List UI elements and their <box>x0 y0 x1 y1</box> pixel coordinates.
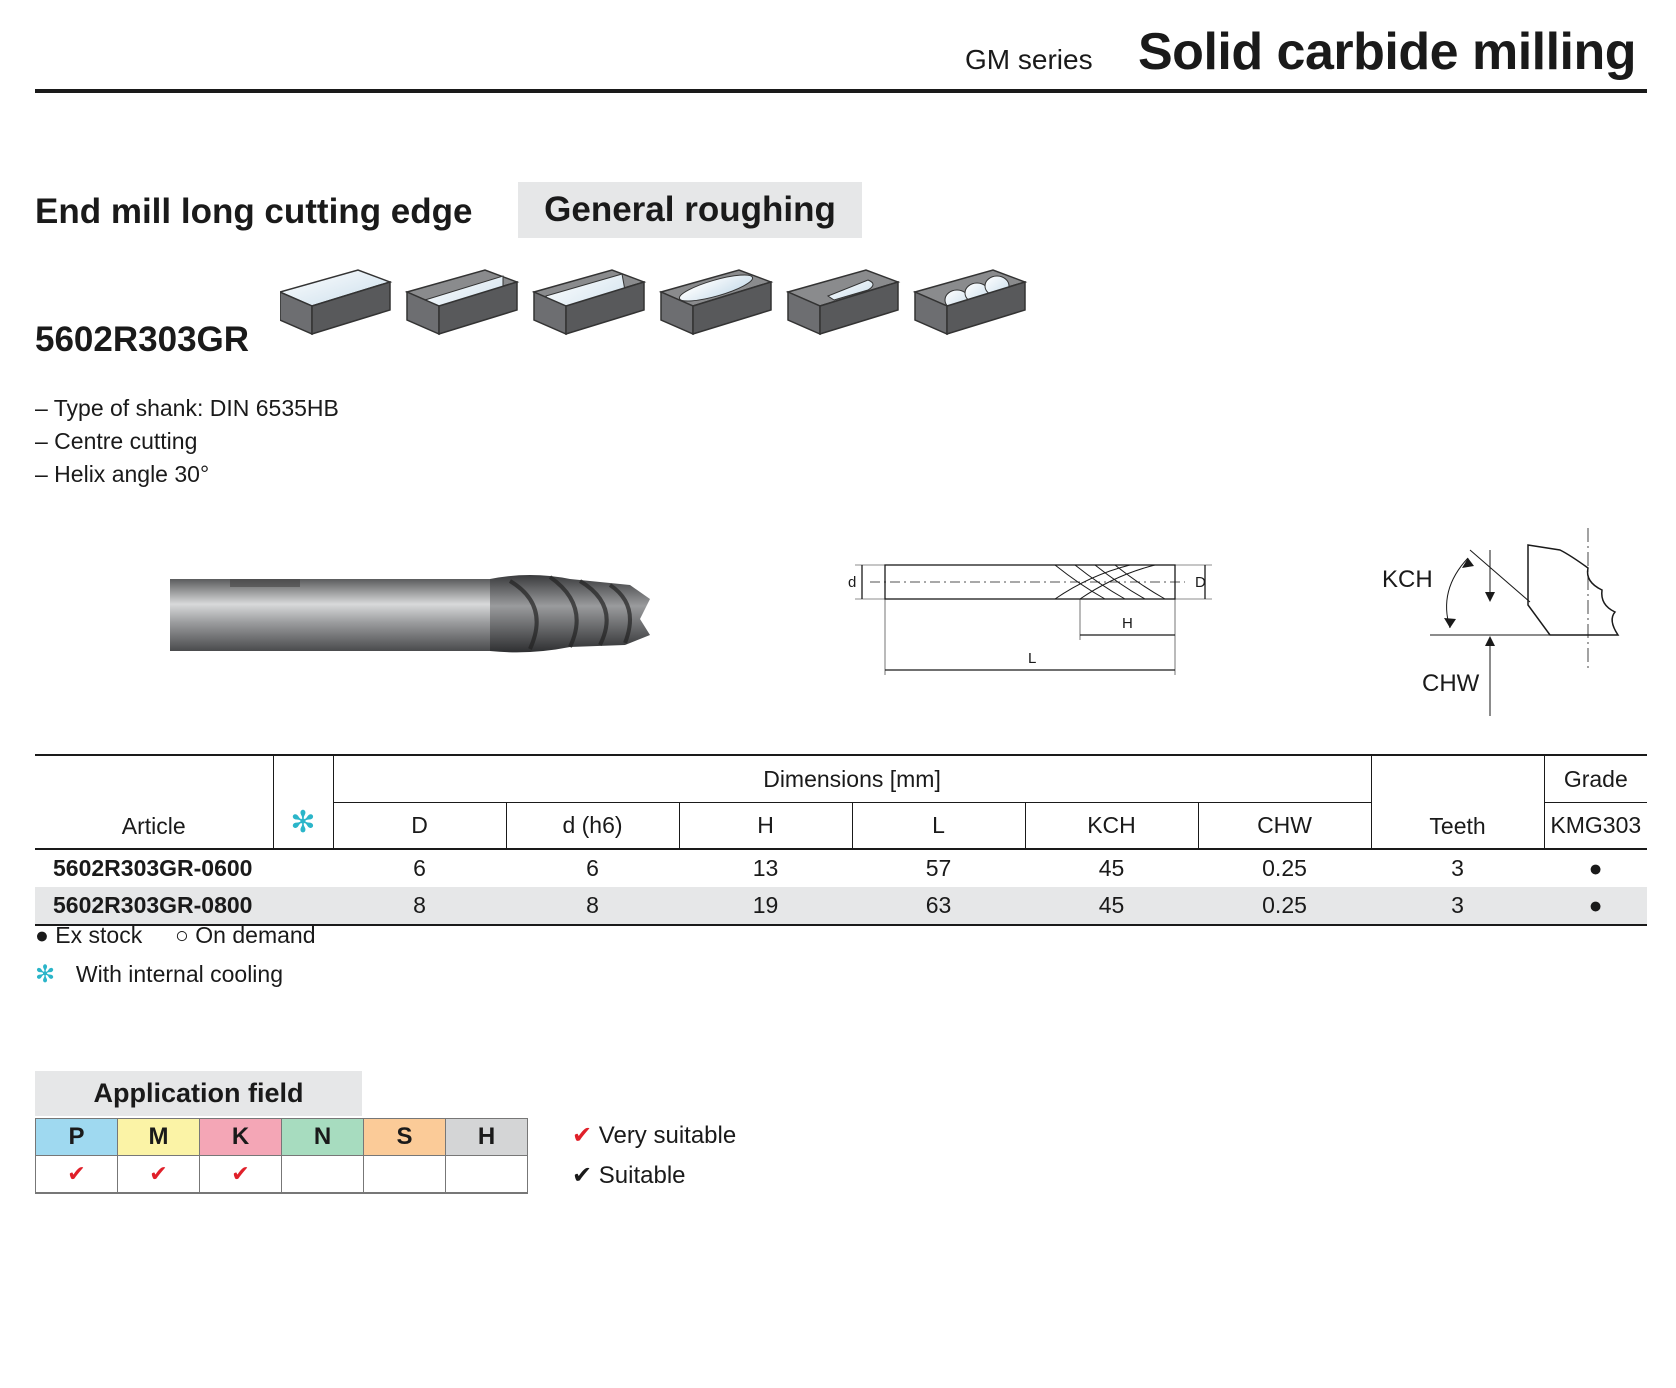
drawing-label-L: L <box>1028 650 1037 667</box>
feature-item: – Centre cutting <box>35 428 198 454</box>
check-m-icon: ✔ <box>118 1156 200 1194</box>
shoulder-milling-icon <box>407 270 517 334</box>
material-n: N <box>282 1119 364 1156</box>
material-h: H <box>446 1119 528 1156</box>
l-cell: 63 <box>852 887 1025 925</box>
check-s-icon <box>364 1156 446 1194</box>
material-k: K <box>200 1119 282 1156</box>
check-k-icon: ✔ <box>200 1156 282 1194</box>
article-cell: 5602R303GR-0800 <box>35 887 273 925</box>
plunge-milling-icon <box>915 270 1025 334</box>
very-suitable-label: Very suitable <box>598 1122 737 1149</box>
kch-cell: 45 <box>1025 887 1198 925</box>
category-badge: General roughing <box>518 182 862 238</box>
cooling-cell <box>273 849 333 887</box>
col-KCH: KCH <box>1025 803 1198 850</box>
grade-name: KMG303 <box>1544 803 1647 850</box>
teeth-cell: 3 <box>1371 887 1544 925</box>
chw-cell: 0.25 <box>1198 887 1371 925</box>
header-divider <box>35 89 1647 93</box>
slot-milling-icon <box>534 270 644 334</box>
feature-list <box>35 392 339 491</box>
operation-icons <box>280 262 1040 358</box>
h-cell: 19 <box>679 887 852 925</box>
drawing-label-H: H <box>1122 615 1133 632</box>
col-D: D <box>333 803 506 850</box>
cooling-legend <box>35 960 283 989</box>
very-suitable-check-icon: ✔ <box>572 1122 593 1149</box>
tool-drawing <box>840 555 1240 685</box>
suitable-key <box>572 1161 686 1190</box>
suitable-label: Suitable <box>598 1162 686 1189</box>
ramping-icon <box>788 270 898 334</box>
col-L: L <box>852 803 1025 850</box>
application-field-title: Application field <box>35 1071 362 1116</box>
shank-cell: 6 <box>586 855 599 881</box>
check-n-icon <box>282 1156 364 1194</box>
shank-cell: 8 <box>506 887 679 925</box>
suitable-check-icon: ✔ <box>572 1162 593 1189</box>
stock-legend <box>35 922 316 949</box>
ex-stock-icon: ● <box>35 922 49 948</box>
on-demand-label: On demand <box>195 922 316 948</box>
article-cell: 5602R303GR-0600 <box>53 855 253 881</box>
stock-cell: ● <box>1544 887 1647 925</box>
material-m: M <box>118 1119 200 1156</box>
table-row <box>35 887 1647 925</box>
material-p: P <box>36 1119 118 1156</box>
drawing-label-d: d <box>848 574 857 591</box>
stock-cell: ● <box>1588 855 1603 881</box>
cooling-label: With internal cooling <box>75 961 283 987</box>
specification-table <box>35 754 1647 926</box>
d-cell: 6 <box>413 855 426 881</box>
feature-item: – Helix angle 30° <box>35 461 210 487</box>
col-CHW: CHW <box>1198 803 1371 850</box>
col-d-h6: d (h6) <box>506 803 679 850</box>
kch-cell: 45 <box>1098 855 1125 881</box>
teeth-header: Teeth <box>1371 755 1544 849</box>
l-cell: 57 <box>925 855 952 881</box>
pocket-milling-icon <box>661 270 771 334</box>
grade-header: Grade <box>1544 755 1647 803</box>
col-H: H <box>679 803 852 850</box>
face-milling-icon <box>280 270 390 334</box>
ex-stock-label: Ex stock <box>55 922 143 948</box>
material-s: S <box>364 1119 446 1156</box>
page-title: Solid carbide milling <box>1138 23 1637 81</box>
application-field-table <box>35 1118 528 1194</box>
chw-cell: 0.25 <box>1262 855 1307 881</box>
on-demand-icon: ○ <box>175 922 189 948</box>
dimensions-header: Dimensions [mm] <box>333 755 1371 803</box>
product-code: 5602R303GR <box>35 320 250 359</box>
chw-label: CHW <box>1422 670 1480 697</box>
cooling-cell <box>273 887 333 925</box>
series-label: GM series <box>965 44 1093 75</box>
feature-item: – Type of shank: DIN 6535HB <box>35 395 339 421</box>
check-h-icon <box>446 1156 528 1194</box>
table-row <box>35 849 1647 887</box>
kch-label: KCH <box>1382 566 1433 593</box>
article-header: Article <box>35 755 273 849</box>
very-suitable-key <box>572 1121 736 1150</box>
check-p-icon: ✔ <box>36 1156 118 1194</box>
cooling-header-icon: ✻ <box>273 755 333 849</box>
chamfer-detail <box>1370 520 1650 720</box>
drawing-label-D: D <box>1195 574 1206 591</box>
teeth-cell: 3 <box>1451 855 1464 881</box>
cooling-icon: ✻ <box>35 961 56 988</box>
h-cell: 13 <box>752 855 779 881</box>
section-title: End mill long cutting edge <box>35 192 473 231</box>
d-cell: 8 <box>333 887 506 925</box>
tool-photo <box>170 565 680 665</box>
